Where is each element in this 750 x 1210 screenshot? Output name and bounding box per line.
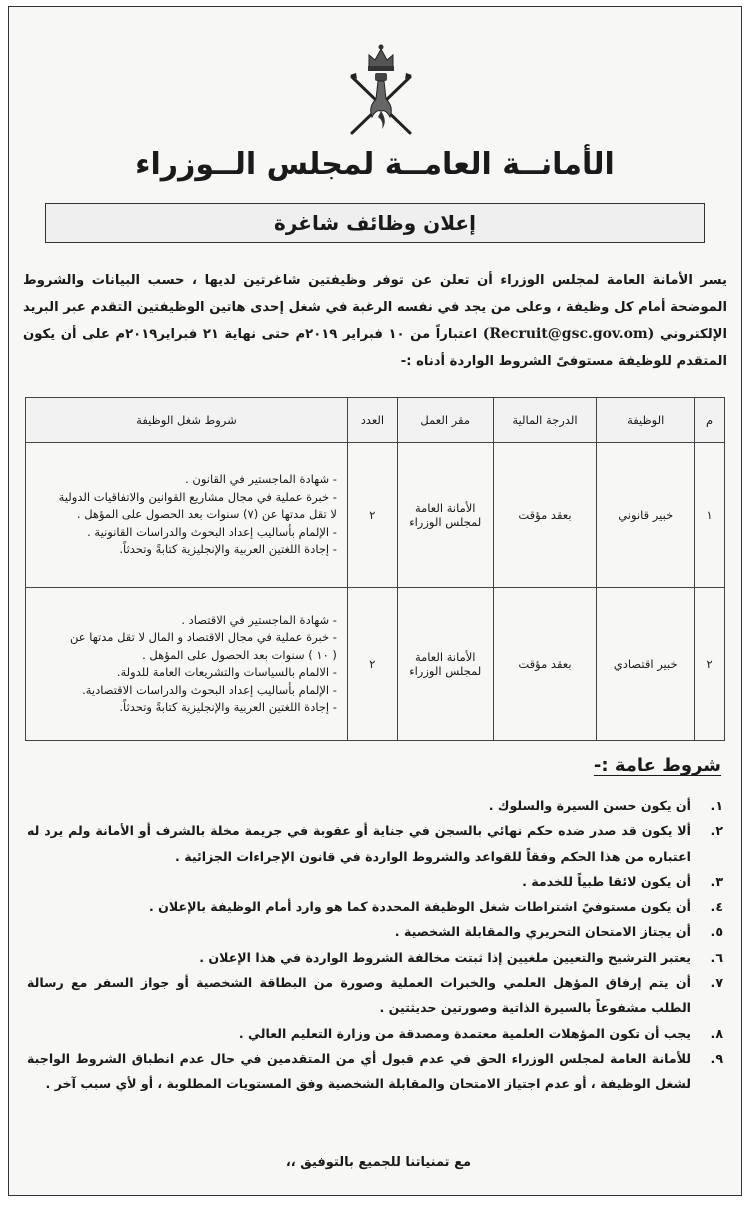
header-count: العدد [347, 398, 397, 443]
row-count: ٢ [347, 588, 397, 741]
recruitment-email[interactable]: (Recruit@gsc.gov.om) [482, 326, 655, 342]
condition-line: - إجادة اللغتين العربية والإنجليزية كتابةً وتحدثاً. [119, 700, 337, 714]
general-conditions-heading: شروط عامة :- [593, 755, 721, 776]
row-grade: بعقد مؤقت [493, 588, 597, 741]
row-location: الأمانة العامة لمجلس الوزراء [397, 443, 493, 588]
list-item [27, 894, 723, 919]
item-number: ٣. [710, 873, 723, 889]
intro-paragraph [23, 267, 727, 375]
header-job: الوظيفة [597, 398, 695, 443]
job-advertisement-page [8, 6, 742, 1196]
table-row [26, 588, 725, 741]
table-row [26, 443, 725, 588]
header-num: م [695, 398, 725, 443]
item-text: أن يتم إرفاق المؤهل العلمي والخبرات العملية وصورة من البطاقة الشخصية أو جواز السفر مع رسالة الطلب مشفوعاً بالسيرة الذاتية وصورتين حديثتين . [27, 975, 691, 1016]
list-item [27, 945, 723, 970]
list-item [27, 1021, 723, 1046]
condition-line: ( ١٠ ) سنوات بعد الحصول على المؤهل . [142, 647, 337, 662]
condition-line: - شهادة الماجستير في الاقتصاد . [181, 612, 337, 627]
header-conditions: شروط شغل الوظيفة [26, 398, 348, 443]
condition-line: - الإلمام بأساليب إعداد البحوث والدراسات القانونية . [87, 524, 337, 539]
condition-line: - الإلمام بأساليب إعداد البحوث والدراسات الاقتصادية. [82, 682, 337, 697]
item-text: أن يكون لائقا طبياً للخدمة . [522, 873, 691, 889]
intro-text-part2: اعتباراً من ١٠ فبراير ٢٠١٩م حتى نهاية ٢١ فبراير٢٠١٩م على أن يكون المتقدم للوظيفة مستوفىً الشروط الواردة أدناه :- [23, 327, 727, 369]
list-item [27, 970, 723, 1021]
item-number: ٧. [710, 975, 723, 991]
list-item [27, 818, 723, 869]
header-location: مقر العمل [397, 398, 493, 443]
row-count: ٢ [347, 443, 397, 588]
intro-text-part1: يسر الأمانة العامة لمجلس الوزراء أن تعلن عن توفر وظيفتين شاغرتين لديها ، حسب البيانات والشروط الموضحة أمام كل وظيفة ، وعلى من يجد في نفسه الرغبة في شغل إحدى هاتين الوظيفتين التقدم عبر البريد الإلكتروني [23, 273, 727, 342]
row-conditions [26, 588, 348, 741]
item-text: يجب أن تكون المؤهلات العلمية معتمدة ومصدقة من وزارة التعليم العالي . [238, 1025, 691, 1041]
general-conditions-list [27, 793, 723, 1097]
organization-title: الأمانــة العامــة لمجلس الــوزراء [135, 147, 615, 182]
condition-line: - الالمام بالسياسات والتشريعات العامة للدولة. [116, 665, 337, 679]
row-location: الأمانة العامة لمجلس الوزراء [397, 588, 493, 741]
item-number: ١. [710, 798, 723, 813]
item-text: للأمانة العامة لمجلس الوزراء الحق في عدم قبول أي من المتقدمين في حال عدم انطباق الشروط الواجبة لشغل الوظيفة ، أو عدم اجتياز الامتحان والمقابلة الشخصية وفق المستويات المطلوبة ، أو لأي سبب آخر . [27, 1050, 691, 1092]
vacancies-table [25, 397, 725, 741]
list-item [27, 1046, 723, 1097]
row-conditions [26, 443, 348, 588]
table-header-row [26, 398, 725, 443]
condition-line: - إجادة اللغتين العربية والإنجليزية كتابةً وتحدثاً. [119, 542, 337, 557]
announcement-banner: إعلان وظائف شاغرة [45, 203, 705, 243]
item-number: ٥. [710, 924, 723, 940]
closing-greeting: مع تمنياتنا للجميع بالتوفيق ،، [285, 1155, 471, 1170]
item-text: يعتبر الترشيح والتعيين ملغيين إذا ثبتت مخالفة الشروط الواردة في هذا الإعلان . [199, 949, 691, 965]
row-num: ٢ [695, 588, 725, 741]
item-number: ٢. [710, 823, 723, 839]
item-text: ألا يكون قد صدر ضده حكم نهائي بالسجن في جناية أو عقوبة في جريمة مخلة بالشرف أو الأمانة ولم يرد له اعتباره من هذا الحكم وفقاً للقواعد والشروط الواردة في قانون الإجراءات الجزائية . [27, 823, 691, 864]
condition-line: - خبرة عملية في مجال الاقتصاد و المال لا تقل مدتها عن [69, 630, 337, 644]
condition-line: - خبرة عملية في مجال مشاريع القوانين والاتفاقيات الدولية [58, 489, 337, 504]
list-item [27, 919, 723, 944]
item-text: أن يجتاز الامتحان التحريري والمقابلة الشخصية . [394, 924, 691, 940]
header-grade: الدرجة المالية [493, 398, 597, 443]
list-item [27, 793, 723, 818]
oman-khanjar-emblem-icon [342, 37, 420, 137]
condition-line: لا تقل مدتها عن (٧) سنوات بعد الحصول على المؤهل . [76, 507, 337, 522]
row-grade: بعقد مؤقت [493, 443, 597, 588]
item-number: ٨. [710, 1025, 723, 1041]
item-text: أن يكون مستوفيً اشتراطات شغل الوظيفة المحددة كما هو وارد أمام الوظيفة بالإعلان . [149, 899, 691, 915]
item-text: أن يكون حسن السيرة والسلوك . [488, 798, 691, 813]
row-num: ١ [695, 443, 725, 588]
item-number: ٩. [710, 1050, 723, 1066]
condition-line: - شهادة الماجستير في القانون . [185, 472, 337, 487]
item-number: ٦. [710, 949, 723, 965]
item-number: ٤. [710, 899, 723, 915]
row-job: خبير قانوني [597, 443, 695, 588]
list-item [27, 869, 723, 894]
row-job: خبير اقتصادي [597, 588, 695, 741]
